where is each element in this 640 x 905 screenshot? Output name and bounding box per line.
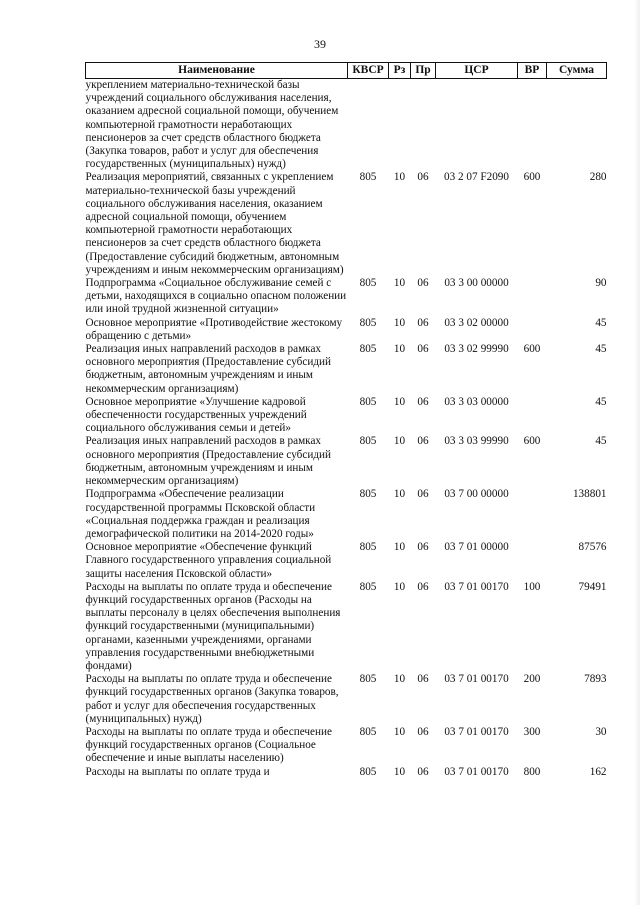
header-vr: ВР [518, 63, 547, 79]
table-row [86, 581, 607, 673]
cell-vr: 600 [523, 343, 541, 356]
cell-csr [436, 79, 518, 172]
cell-name: Подпрограмма «Социальное обслуживание семей с детьми, находящихся в социально опасном положении или иной трудной жизненной ситуации» [85, 277, 347, 316]
cell-pr: 06 [417, 316, 429, 329]
cell-name: Расходы на выплаты по оплате труда и обеспечение функций государственных органов (Социальное обеспечение и иные выплаты населению) [85, 725, 332, 765]
cell-pr: 06 [417, 343, 429, 356]
cell-kvsr: 805 [359, 488, 377, 501]
table-row [86, 726, 607, 766]
header-name: Наименование [86, 63, 348, 79]
table-row [86, 317, 607, 343]
cell-pr: 06 [417, 435, 429, 448]
header-sum: Сумма [547, 63, 607, 79]
cell-rz: 10 [393, 725, 406, 738]
budget-table [85, 62, 607, 779]
cell-csr: 03 3 02 00000 [444, 316, 509, 329]
table-row [86, 171, 607, 277]
cell-rz: 10 [393, 580, 406, 593]
table-row [86, 488, 607, 541]
header-rz: Рз [389, 63, 411, 79]
cell-sum: 162 [589, 765, 607, 778]
cell-vr [518, 488, 547, 541]
table-row [86, 79, 607, 172]
cell-kvsr [348, 79, 389, 172]
cell-pr: 06 [417, 725, 429, 738]
cell-kvsr: 805 [359, 316, 377, 329]
cell-vr: 200 [523, 673, 541, 686]
cell-rz: 10 [393, 673, 406, 686]
cell-vr [518, 317, 547, 343]
cell-sum: 45 [595, 343, 607, 356]
cell-kvsr: 805 [359, 171, 377, 184]
cell-rz: 10 [393, 435, 406, 448]
cell-pr: 06 [417, 277, 429, 290]
page-number: 39 [314, 37, 326, 51]
cell-pr: 06 [417, 488, 429, 501]
cell-kvsr: 805 [359, 580, 377, 593]
cell-rz [389, 79, 411, 172]
cell-sum: 30 [595, 725, 607, 738]
cell-kvsr: 805 [359, 541, 377, 554]
table-row [86, 541, 607, 581]
cell-kvsr: 805 [359, 343, 377, 356]
table-body [86, 79, 607, 779]
cell-pr: 06 [417, 580, 429, 593]
cell-vr [518, 79, 547, 172]
cell-name: Основное мероприятие «Обеспечение функций Главного государственного управления социальной защиты населения Псковской области» [85, 541, 332, 580]
table-row [86, 673, 607, 726]
cell-sum: 280 [589, 171, 607, 184]
cell-kvsr: 805 [359, 277, 377, 290]
cell-kvsr: 805 [359, 395, 377, 408]
cell-sum: 87576 [578, 541, 607, 554]
cell-rz: 10 [393, 277, 406, 290]
cell-csr: 03 3 03 99990 [444, 435, 509, 448]
cell-vr: 100 [523, 580, 541, 593]
table-row [86, 766, 607, 779]
cell-sum: 45 [595, 435, 607, 448]
cell-pr: 06 [417, 541, 429, 554]
cell-kvsr: 805 [359, 765, 377, 778]
header-csr: ЦСР [436, 63, 518, 79]
table-header-row [86, 63, 607, 79]
header-kvsr: КВСР [348, 63, 389, 79]
cell-name: Реализация иных направлений расходов в рамках основного мероприятия (Предоставление субсидий бюджетным, автономным учреждениям и иным некоммерческим организациям) [85, 343, 331, 395]
cell-name: Подпрограмма «Обеспечение реализации государственной программы Псковской области «Социальная поддержка граждан и реализация демографической политики на 2014-2020 годы» [85, 488, 316, 540]
cell-sum: 90 [595, 277, 607, 290]
cell-pr: 06 [417, 765, 429, 778]
cell-csr: 03 3 00 00000 [444, 277, 509, 290]
cell-rz: 10 [393, 171, 406, 184]
cell-kvsr: 805 [359, 435, 377, 448]
table-row [86, 435, 607, 488]
cell-sum [547, 79, 607, 172]
cell-vr: 600 [523, 435, 541, 448]
cell-csr: 03 7 01 00170 [444, 580, 509, 593]
cell-vr [518, 541, 547, 581]
cell-pr: 06 [417, 395, 429, 408]
cell-csr: 03 7 01 00170 [444, 725, 509, 738]
scan-edge-shadow [634, 0, 640, 905]
cell-sum: 45 [595, 316, 607, 329]
cell-rz: 10 [393, 765, 406, 778]
cell-vr: 300 [523, 725, 541, 738]
cell-rz: 10 [393, 343, 406, 356]
cell-rz: 10 [393, 541, 406, 554]
cell-name: укреплением материально-технической базы учреждений социального обслуживания населения, оказанием адресной социальной помощи, обучением компьютерной грамотности неработающих пенсионеров за счет средств областного бюджета (Закупка товаров, работ и услуг для обеспечения государственных (муниципальных) нужд) [85, 79, 339, 171]
cell-pr: 06 [417, 673, 429, 686]
header-pr: Пр [411, 63, 436, 79]
cell-kvsr: 805 [359, 673, 377, 686]
cell-rz: 10 [393, 395, 406, 408]
cell-name: Основное мероприятие «Противодействие жестокому обращению с детьми» [85, 316, 343, 342]
cell-rz: 10 [393, 488, 406, 501]
cell-sum: 7893 [584, 673, 607, 686]
table-row [86, 343, 607, 396]
cell-vr [518, 277, 547, 317]
cell-name: Расходы на выплаты по оплате труда и [85, 765, 270, 778]
cell-sum: 138801 [572, 488, 607, 501]
cell-name: Расходы на выплаты по оплате труда и обеспечение функций государственных органов (Расходы на выплаты персоналу в целях обеспечения выполнения функций государственными (муниципальными) органами, казенными учреждениями, органами управления государственными внебюджетными фондами) [85, 580, 341, 672]
cell-csr: 03 7 01 00170 [444, 765, 509, 778]
cell-csr: 03 3 03 00000 [444, 395, 509, 408]
cell-csr: 03 7 00 00000 [444, 488, 509, 501]
cell-vr: 600 [523, 171, 541, 184]
cell-vr: 800 [523, 765, 541, 778]
cell-csr: 03 7 01 00000 [444, 541, 509, 554]
cell-kvsr: 805 [359, 725, 377, 738]
cell-sum: 45 [595, 395, 607, 408]
cell-csr: 03 7 01 00170 [444, 673, 509, 686]
cell-rz: 10 [393, 316, 406, 329]
cell-name: Основное мероприятие «Улучшение кадровой обеспеченности государственных учреждений социального обслуживания семьи и детей» [85, 395, 307, 435]
cell-pr [411, 79, 436, 172]
cell-csr: 03 2 07 F2090 [444, 171, 509, 184]
cell-name: Реализация мероприятий, связанных с укреплением материально-технической базы учреждений социального обслуживания населения, оказанием адресной социальной помощи, обучением компьютерной грамотности неработающих пенсионеров за счет средств областного бюджета (Предоставление субсидий бюджетным, автономным учреждениям и иным некоммерческим организациям) [85, 171, 344, 276]
cell-name: Реализация иных направлений расходов в рамках основного мероприятия (Предоставление субсидий бюджетным, автономным учреждениям и иным некоммерческим организациям) [85, 435, 331, 488]
cell-sum: 79491 [578, 580, 607, 593]
cell-pr: 06 [417, 171, 429, 184]
cell-vr [518, 396, 547, 436]
table-row [86, 396, 607, 436]
cell-name: Расходы на выплаты по оплате труда и обеспечение функций государственных органов (Закупка товаров, работ и услуг для обеспечения государственных (муниципальных) нужд) [85, 673, 339, 725]
table-row [86, 277, 607, 317]
cell-csr: 03 3 02 99990 [444, 343, 509, 356]
